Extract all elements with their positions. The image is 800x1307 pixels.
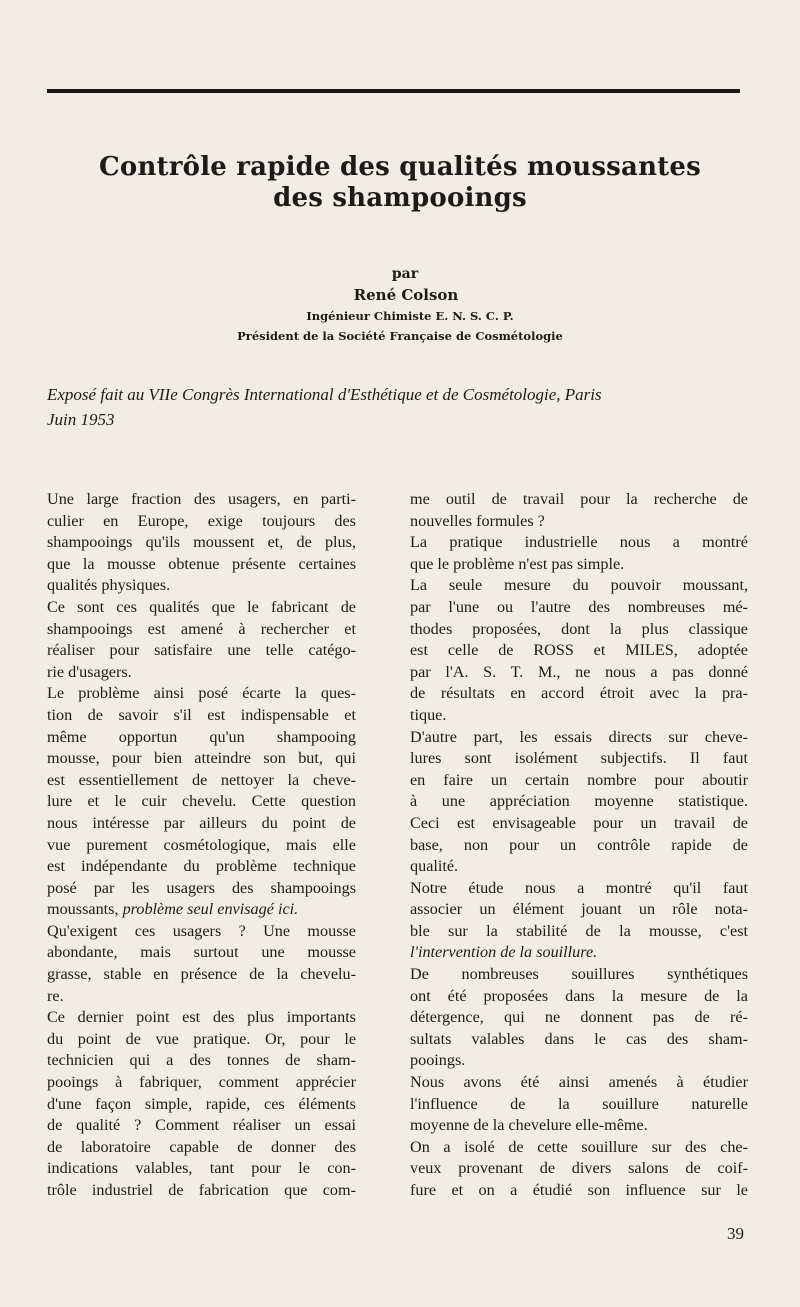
text-line: Ce sont ces qualités que le fabricant de — [47, 597, 356, 616]
text-line: trôle industriel de fabrication que com- — [47, 1181, 356, 1199]
text-line: que la mousse obtenue présente certaines — [47, 554, 356, 573]
text-line: La pratique industrielle nous a montré — [410, 533, 748, 552]
text-line: par l'A. S. T. M., ne nous a pas donné — [410, 662, 748, 681]
text-line: du point de vue pratique. Or, pour le — [47, 1029, 356, 1048]
text-line: est indépendante du problème technique — [47, 857, 356, 876]
note-line-1: Exposé fait au VIIe Congrès International d'Esthétique et de Cosmétologie, Paris — [47, 385, 602, 404]
author-credential: Ingénieur Chimiste E. N. S. C. P. — [306, 309, 514, 323]
text-line: moyenne de la chevelure elle-même. — [410, 1116, 648, 1135]
text-line: nous intéresse par ailleurs du point de — [47, 813, 356, 832]
text-line: ble sur la stabilité de la mousse, c'est — [410, 921, 748, 940]
text-line: Une large fraction des usagers, en parti- — [47, 490, 356, 508]
text-line: vue purement cosmétologique, mais elle — [47, 835, 356, 854]
title-line-1: Contrôle rapide des qualités moussantes — [99, 152, 701, 182]
text-line: Ceci est envisageable pour un travail de — [410, 813, 748, 832]
text-line: ont été proposées dans la mesure de la — [410, 986, 748, 1005]
note-line-2: Juin 1953 — [47, 410, 115, 429]
text-line: shampooings est amené à rechercher et — [47, 619, 356, 638]
text-line: détergence, qui ne donnent pas de ré- — [410, 1008, 748, 1027]
text-line: réaliser pour satisfaire une telle catégo- — [47, 641, 356, 660]
text-line: tique. — [410, 705, 447, 724]
body-column-right — [410, 489, 748, 1202]
text-line: fure et on a étudié son influence sur le — [410, 1181, 748, 1199]
text-line: est celle de ROSS et MILES, adoptée — [410, 641, 748, 660]
text-line: re. — [47, 986, 64, 1005]
text-line: Le problème ainsi posé écarte la ques- — [47, 684, 356, 703]
article-title — [0, 152, 800, 214]
text-line: est essentiellement de nettoyer la cheve- — [47, 770, 356, 789]
text-line: pooings. — [410, 1051, 466, 1070]
text-line: On a isolé de cette souillure sur des che- — [410, 1137, 748, 1156]
text-line: d'une façon simple, rapide, ces éléments — [47, 1094, 356, 1113]
byline — [0, 264, 800, 346]
byline-par: par — [391, 266, 419, 282]
text-line: La seule mesure du pouvoir moussant, — [410, 576, 748, 595]
text-line: sultats valables dans le cas des sham- — [410, 1029, 748, 1048]
text-line: pooings à fabriquer, comment apprécier — [47, 1073, 356, 1092]
text-line: mousse, pour bien atteindre son but, qui — [47, 749, 356, 768]
text-line: me outil de travail pour la recherche de — [410, 490, 748, 508]
text-line: technicien qui a des tonnes de sham- — [47, 1051, 356, 1070]
text-line: Nous avons été ainsi amenés à étudier — [410, 1073, 748, 1092]
header-rule — [47, 89, 740, 93]
text-line-mixed — [47, 899, 356, 921]
text-line: qualités physiques. — [47, 576, 171, 595]
text-line: base, non pour un contrôle rapide de — [410, 835, 748, 854]
text-line: D'autre part, les essais directs sur cheve- — [410, 727, 748, 746]
text-line: grasse, stable en présence de la chevelu- — [47, 965, 356, 984]
text-line: abondante, mais surtout une mousse — [47, 943, 356, 962]
text-line: associer un élément jouant un rôle nota- — [410, 900, 748, 919]
text-line: indications valables, tant pour le con- — [47, 1159, 356, 1178]
text-line: De nombreuses souillures synthétiques — [410, 965, 748, 984]
text-line: veux provenant de divers salons de coif- — [410, 1159, 748, 1178]
author-role: Président de la Société Française de Cosmétologie — [237, 329, 563, 343]
text-line: à une appréciation moyenne statistique. — [410, 792, 748, 811]
text-line: Qu'exigent ces usagers ? Une mousse — [47, 921, 356, 940]
text-line: nouvelles formules ? — [410, 511, 545, 530]
presentation-note — [47, 382, 730, 432]
text-line: même opportun qu'un shampooing — [47, 727, 356, 746]
text-line: de qualité ? Comment réaliser un essai — [47, 1116, 356, 1135]
title-line-2: des shampooings — [273, 183, 527, 213]
text-line: en faire un certain nombre pour aboutir — [410, 770, 748, 789]
text-line: culier en Europe, exige toujours des — [47, 511, 356, 530]
text-line: qualité. — [410, 857, 459, 876]
italic-line: l'intervention de la souillure. — [410, 943, 598, 962]
italic-fragment: problème seul envisagé ici. — [122, 900, 299, 919]
text-line: par l'une ou l'autre des nombreuses mé- — [410, 597, 748, 616]
text-line: l'influence de la souillure naturelle — [410, 1094, 748, 1113]
page-number: 39 — [727, 1224, 744, 1243]
text-line: rie d'usagers. — [47, 662, 132, 681]
text-line: thodes proposées, dont la plus classique — [410, 619, 748, 638]
text-line: lures sont isolément subjectifs. Il faut — [410, 749, 748, 768]
body-column-left — [47, 489, 356, 1202]
text-line: posé par les usagers des shampooings — [47, 878, 356, 897]
text-line: que le problème n'est pas simple. — [410, 554, 625, 573]
text-line: lure et le cuir chevelu. Cette question — [47, 792, 356, 811]
text-line: de résultats en accord étroit avec la pra- — [410, 684, 748, 703]
text-line: Ce dernier point est des plus importants — [47, 1008, 356, 1027]
text-line: de laboratoire capable de donner des — [47, 1137, 356, 1156]
text-fragment: moussants, — [47, 900, 119, 919]
text-line: Notre étude nous a montré qu'il faut — [410, 878, 748, 897]
text-line: shampooings qu'ils moussent et, de plus, — [47, 533, 356, 552]
author-name: René Colson — [353, 286, 459, 304]
text-line: tion de savoir s'il est indispensable et — [47, 705, 356, 724]
